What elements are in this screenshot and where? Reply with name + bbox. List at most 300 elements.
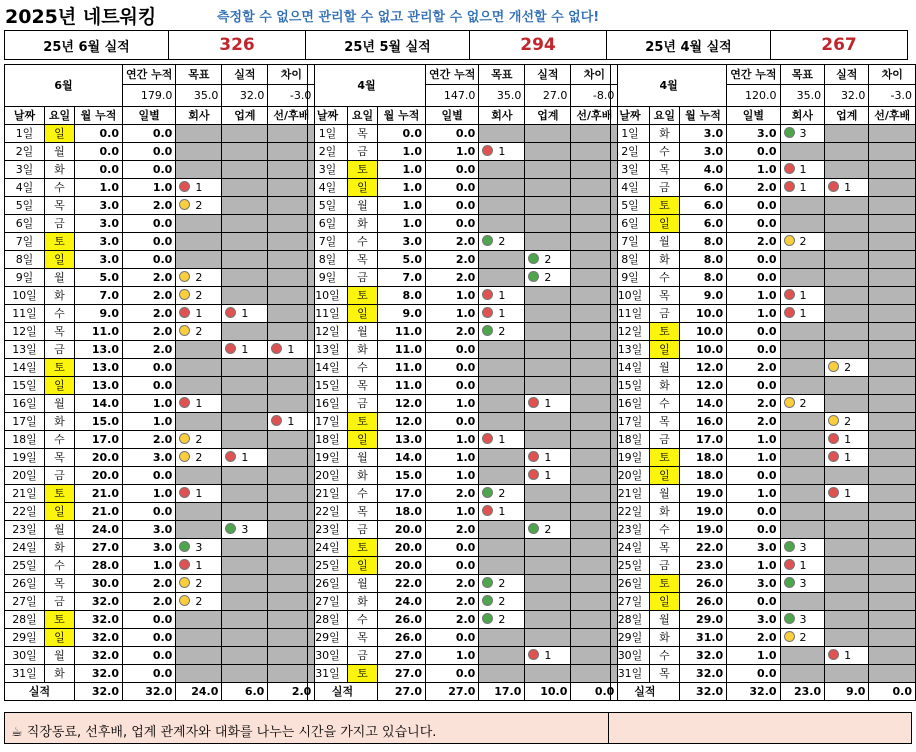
industry-cell-empty (825, 251, 869, 269)
target-value: 35.0 (780, 85, 825, 107)
dow-cell: 금 (650, 431, 680, 449)
daily-cell: 2.0 (426, 233, 479, 251)
table-row (611, 521, 916, 539)
industry-cell-empty (222, 233, 268, 251)
mentor-cell-empty (869, 611, 916, 629)
dow-cell: 금 (45, 215, 75, 233)
mentor-cell-empty (869, 179, 916, 197)
table-row (611, 197, 916, 215)
date-cell: 13일 (308, 341, 348, 359)
dow-header: 요일 (348, 107, 378, 125)
industry-cell-empty (525, 179, 571, 197)
date-cell: 5일 (308, 197, 348, 215)
total-mentor: 0.0 (869, 683, 916, 701)
daily-cell: 1.0 (426, 467, 479, 485)
dow-cell: 수 (650, 521, 680, 539)
table-row (308, 395, 618, 413)
date-cell: 3일 (308, 161, 348, 179)
company-cell (780, 539, 825, 557)
date-header: 날짜 (5, 107, 45, 125)
mentor-cell-count: 1 (287, 415, 295, 428)
industry-cell-empty (825, 395, 869, 413)
table-row (5, 305, 315, 323)
dow-cell: 수 (348, 611, 378, 629)
date-cell: 24일 (308, 539, 348, 557)
yellow-dot-icon (784, 397, 795, 408)
target-value: 35.0 (176, 85, 222, 107)
month-cum-cell: 3.0 (75, 215, 123, 233)
date-cell: 1일 (611, 125, 650, 143)
company-cell-count: 1 (498, 433, 506, 446)
daily-cell: 0.0 (123, 611, 176, 629)
dow-cell: 토 (45, 485, 75, 503)
industry-cell-count: 1 (844, 487, 852, 500)
dow-cell: 일 (650, 593, 680, 611)
table-row (611, 593, 916, 611)
date-cell: 19일 (308, 449, 348, 467)
dow-cell: 일 (45, 125, 75, 143)
daily-cell: 0.0 (426, 179, 479, 197)
date-cell: 12일 (308, 323, 348, 341)
month-cum-cell: 6.0 (679, 197, 726, 215)
table-row (611, 611, 916, 629)
table-row (611, 431, 916, 449)
industry-cell-empty (222, 197, 268, 215)
date-cell: 16일 (611, 395, 650, 413)
dow-cell: 일 (348, 557, 378, 575)
date-cell: 17일 (5, 413, 45, 431)
month-cum-cell: 16.0 (679, 413, 726, 431)
month-cum-cell: 15.0 (75, 413, 123, 431)
daily-cell: 2.0 (426, 485, 479, 503)
table-row (308, 629, 618, 647)
daily-cell: 0.0 (123, 215, 176, 233)
target-header: 목표 (176, 65, 222, 85)
red-dot-icon (784, 181, 795, 192)
month-cum-cell: 19.0 (679, 503, 726, 521)
industry-cell-empty (525, 485, 571, 503)
table-row (611, 125, 916, 143)
company-cell-empty (176, 359, 222, 377)
table-row (5, 467, 315, 485)
industry-cell-empty (525, 575, 571, 593)
daily-cell: 1.0 (426, 143, 479, 161)
daily-cell: 2.0 (426, 521, 479, 539)
red-dot-icon (179, 181, 190, 192)
table-row (611, 215, 916, 233)
date-cell: 15일 (5, 377, 45, 395)
date-cell: 26일 (308, 575, 348, 593)
month-cum-cell: 30.0 (75, 575, 123, 593)
company-cell-empty (780, 269, 825, 287)
company-cell-empty (479, 521, 525, 539)
green-dot-icon (482, 577, 493, 588)
company-cell (176, 323, 222, 341)
date-cell: 9일 (5, 269, 45, 287)
table-row (5, 341, 315, 359)
company-cell (780, 629, 825, 647)
dow-cell: 목 (650, 539, 680, 557)
total-company: 23.0 (780, 683, 825, 701)
company-cell-empty (176, 125, 222, 143)
annual-value: 147.0 (426, 85, 479, 107)
company-cell-count: 2 (498, 235, 506, 248)
industry-cell (825, 431, 869, 449)
date-cell: 11일 (308, 305, 348, 323)
month-cum-cell: 24.0 (378, 593, 426, 611)
daily-cell: 0.0 (727, 467, 780, 485)
daily-cell: 0.0 (123, 161, 176, 179)
mentor-cell-empty (869, 377, 916, 395)
company-cell-empty (176, 467, 222, 485)
industry-cell (222, 521, 268, 539)
month-cum-cell: 21.0 (75, 503, 123, 521)
date-cell: 25일 (308, 557, 348, 575)
actual-value: 32.0 (222, 85, 268, 107)
month-cum-cell: 1.0 (75, 179, 123, 197)
company-header: 회사 (176, 107, 222, 125)
table-row (5, 575, 315, 593)
daily-cell: 0.0 (123, 233, 176, 251)
industry-cell (525, 647, 571, 665)
dow-cell: 수 (45, 431, 75, 449)
table-row (308, 269, 618, 287)
month-label: 6월 (5, 65, 123, 107)
dow-cell: 금 (348, 143, 378, 161)
total-industry: 6.0 (222, 683, 268, 701)
month-cum-cell: 10.0 (679, 341, 726, 359)
dow-cell: 화 (650, 251, 680, 269)
date-cell: 6일 (611, 215, 650, 233)
dow-cell: 수 (45, 557, 75, 575)
table-row (308, 467, 618, 485)
green-dot-icon (179, 541, 190, 552)
month-cum-cell: 4.0 (679, 161, 726, 179)
company-cell-count: 1 (799, 163, 807, 176)
company-cell-count: 2 (195, 451, 203, 464)
daily-cell: 0.0 (727, 665, 780, 683)
table-row (308, 611, 618, 629)
yellow-dot-icon (179, 325, 190, 336)
table-row (611, 143, 916, 161)
industry-cell (222, 341, 268, 359)
industry-cell-empty (525, 233, 571, 251)
month-cum-cell: 6.0 (679, 215, 726, 233)
daily-cell: 0.0 (727, 503, 780, 521)
company-cell-count: 3 (195, 541, 203, 554)
month-cum-cell: 14.0 (75, 395, 123, 413)
industry-cell-empty (825, 287, 869, 305)
table-row (611, 359, 916, 377)
industry-cell-empty (222, 467, 268, 485)
company-cell (479, 611, 525, 629)
date-cell: 22일 (611, 503, 650, 521)
table-row (5, 197, 315, 215)
date-cell: 4일 (5, 179, 45, 197)
month-cum-cell: 9.0 (75, 305, 123, 323)
table-row (308, 413, 618, 431)
dow-cell: 수 (650, 269, 680, 287)
total-daily: 27.0 (426, 683, 479, 701)
company-cell-empty (479, 377, 525, 395)
dow-cell: 일 (45, 377, 75, 395)
industry-cell-count: 1 (544, 649, 552, 662)
mentor-cell-empty (869, 143, 916, 161)
mentor-cell-empty (869, 521, 916, 539)
date-cell: 3일 (611, 161, 650, 179)
yellow-dot-icon (179, 577, 190, 588)
company-cell-empty (479, 395, 525, 413)
dow-cell: 화 (45, 665, 75, 683)
table-row (308, 503, 618, 521)
mentor-cell-empty (869, 269, 916, 287)
month-cum-cell: 26.0 (378, 611, 426, 629)
dow-cell: 목 (650, 413, 680, 431)
company-cell-count: 2 (195, 289, 203, 302)
summary-value: 294 (470, 31, 607, 60)
table-row (5, 449, 315, 467)
mentor-cell-empty (869, 665, 916, 683)
total-row (5, 683, 315, 701)
industry-cell-empty (222, 179, 268, 197)
company-cell-empty (780, 377, 825, 395)
dow-cell: 목 (348, 377, 378, 395)
green-dot-icon (528, 253, 539, 264)
dow-cell: 월 (348, 575, 378, 593)
company-cell-count: 2 (799, 235, 807, 248)
dow-cell: 일 (348, 179, 378, 197)
date-cell: 31일 (5, 665, 45, 683)
company-cell-empty (780, 215, 825, 233)
month-cum-cell: 8.0 (679, 251, 726, 269)
company-cell (176, 557, 222, 575)
month-cum-cell: 17.0 (378, 485, 426, 503)
mentor-cell-empty (869, 449, 916, 467)
table-row (611, 179, 916, 197)
table-row (5, 431, 315, 449)
company-cell (479, 233, 525, 251)
month-cum-cell: 32.0 (75, 593, 123, 611)
target-header: 목표 (780, 65, 825, 85)
table-row (611, 647, 916, 665)
industry-cell-empty (525, 215, 571, 233)
industry-cell-empty (525, 197, 571, 215)
daily-cell: 0.0 (426, 359, 479, 377)
date-cell: 30일 (5, 647, 45, 665)
month-cum-cell: 26.0 (679, 575, 726, 593)
panel-1 (307, 64, 618, 701)
industry-cell-empty (222, 359, 268, 377)
date-cell: 25일 (5, 557, 45, 575)
yellow-dot-icon (179, 199, 190, 210)
industry-cell-empty (525, 125, 571, 143)
dow-cell: 목 (348, 125, 378, 143)
table-row (611, 377, 916, 395)
company-cell-count: 2 (195, 433, 203, 446)
mentor-cell-empty (869, 197, 916, 215)
dow-cell: 수 (348, 485, 378, 503)
company-cell-empty (479, 629, 525, 647)
date-cell: 5일 (5, 197, 45, 215)
red-dot-icon (828, 181, 839, 192)
daily-cell: 2.0 (426, 611, 479, 629)
daily-cell: 1.0 (123, 557, 176, 575)
company-cell-empty (479, 449, 525, 467)
daily-cell: 2.0 (123, 305, 176, 323)
diff-header: 차이 (268, 65, 315, 85)
month-cum-cell: 1.0 (378, 179, 426, 197)
green-dot-icon (225, 523, 236, 534)
yellow-dot-icon (179, 451, 190, 462)
daily-cell: 1.0 (426, 305, 479, 323)
daily-cell: 0.0 (426, 341, 479, 359)
daily-cell: 2.0 (727, 179, 780, 197)
daily-cell: 0.0 (426, 215, 479, 233)
industry-cell-empty (525, 539, 571, 557)
month-cum-cell: 20.0 (378, 557, 426, 575)
table-row (611, 341, 916, 359)
company-cell-empty (176, 233, 222, 251)
company-cell (479, 485, 525, 503)
table-row (611, 503, 916, 521)
red-dot-icon (482, 145, 493, 156)
date-cell: 18일 (611, 431, 650, 449)
total-daily: 32.0 (123, 683, 176, 701)
industry-cell-count: 1 (844, 649, 852, 662)
mentor-header: 선/후배 (268, 107, 315, 125)
daily-cell: 0.0 (727, 197, 780, 215)
company-cell-count: 1 (799, 559, 807, 572)
total-company: 24.0 (176, 683, 222, 701)
company-cell (176, 485, 222, 503)
dow-cell: 화 (45, 287, 75, 305)
company-cell (176, 593, 222, 611)
industry-header: 업계 (525, 107, 571, 125)
daily-cell: 1.0 (123, 485, 176, 503)
table-row (611, 251, 916, 269)
month-cum-cell: 29.0 (679, 611, 726, 629)
table-row (5, 557, 315, 575)
daily-cell: 0.0 (727, 143, 780, 161)
month-cum-cell: 28.0 (75, 557, 123, 575)
table-row (5, 161, 315, 179)
month-cum-cell: 20.0 (75, 449, 123, 467)
date-cell: 29일 (308, 629, 348, 647)
red-dot-icon (528, 469, 539, 480)
daily-cell: 2.0 (727, 629, 780, 647)
dow-cell: 목 (650, 161, 680, 179)
red-dot-icon (482, 433, 493, 444)
company-cell-count: 3 (799, 127, 807, 140)
green-dot-icon (482, 235, 493, 246)
month-cum-cell: 10.0 (679, 305, 726, 323)
daily-cell: 0.0 (727, 323, 780, 341)
table-row (611, 161, 916, 179)
company-cell-empty (479, 467, 525, 485)
month-cum-cell: 5.0 (75, 269, 123, 287)
dow-cell: 화 (45, 413, 75, 431)
table-row (308, 665, 618, 683)
total-label: 실적 (611, 683, 680, 701)
industry-cell-empty (525, 287, 571, 305)
company-cell (780, 161, 825, 179)
month-cum-cell: 26.0 (679, 593, 726, 611)
month-cum-cell: 0.0 (75, 143, 123, 161)
table-row (611, 305, 916, 323)
table-row (308, 539, 618, 557)
company-cell (780, 233, 825, 251)
company-cell-empty (479, 197, 525, 215)
table-row (5, 665, 315, 683)
dow-cell: 수 (45, 179, 75, 197)
date-cell: 9일 (611, 269, 650, 287)
industry-cell-empty (222, 377, 268, 395)
table-row (5, 539, 315, 557)
table-row (611, 665, 916, 683)
actual-header: 실적 (525, 65, 571, 85)
daily-cell: 3.0 (123, 449, 176, 467)
daily-cell: 2.0 (426, 269, 479, 287)
mentor-cell-empty (869, 485, 916, 503)
dow-cell: 화 (348, 593, 378, 611)
company-cell-count: 2 (195, 595, 203, 608)
daily-cell: 1.0 (727, 305, 780, 323)
diff-header: 차이 (869, 65, 916, 85)
table-row (308, 593, 618, 611)
industry-cell (525, 521, 571, 539)
table-row (308, 197, 618, 215)
dow-cell: 금 (650, 305, 680, 323)
industry-cell-empty (222, 269, 268, 287)
month-cum-cell: 22.0 (378, 575, 426, 593)
annual-header: 연간 누적 (426, 65, 479, 85)
month-label: 4월 (611, 65, 727, 107)
date-cell: 8일 (5, 251, 45, 269)
mentor-cell-empty (869, 593, 916, 611)
table-row (611, 557, 916, 575)
green-dot-icon (482, 613, 493, 624)
date-cell: 14일 (308, 359, 348, 377)
mentor-cell-count: 1 (287, 343, 295, 356)
table-row (308, 431, 618, 449)
month-cum-cell: 32.0 (679, 647, 726, 665)
month-cum-cell: 7.0 (75, 287, 123, 305)
company-cell-empty (176, 521, 222, 539)
date-cell: 1일 (308, 125, 348, 143)
green-dot-icon (784, 577, 795, 588)
actual-header: 실적 (825, 65, 869, 85)
table-row (308, 125, 618, 143)
table-row (308, 323, 618, 341)
red-dot-icon (179, 559, 190, 570)
table-row (611, 395, 916, 413)
company-cell-empty (479, 557, 525, 575)
red-dot-icon (225, 307, 236, 318)
daily-cell: 0.0 (426, 665, 479, 683)
dow-cell: 화 (348, 467, 378, 485)
company-cell-empty (479, 269, 525, 287)
company-cell-count: 1 (799, 289, 807, 302)
company-cell (479, 305, 525, 323)
month-cum-cell: 12.0 (679, 377, 726, 395)
daily-cell: 2.0 (426, 251, 479, 269)
dow-cell: 월 (45, 269, 75, 287)
red-dot-icon (528, 649, 539, 660)
mentor-cell-empty (869, 323, 916, 341)
dow-cell: 수 (348, 359, 378, 377)
red-dot-icon (528, 451, 539, 462)
company-cell-empty (780, 341, 825, 359)
